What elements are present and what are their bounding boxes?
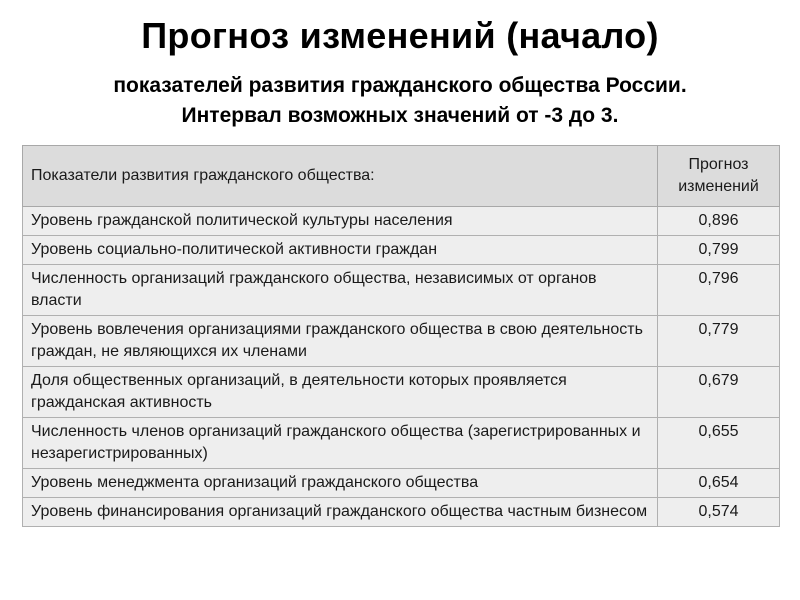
header-forecast-value bbox=[658, 146, 780, 207]
row-forecast-value: 0,655 bbox=[658, 418, 780, 469]
table-row bbox=[23, 207, 780, 236]
table-row bbox=[23, 469, 780, 498]
table-row bbox=[23, 367, 780, 418]
row-forecast-value: 0,799 bbox=[658, 236, 780, 265]
header-forecast-line1: Прогноз bbox=[688, 156, 749, 173]
row-forecast-value: 0,896 bbox=[658, 207, 780, 236]
header-indicator-name: Показатели развития гражданского общества: bbox=[23, 146, 658, 207]
row-indicator-name: Доля общественных организаций, в деятельности которых проявляется гражданская активность bbox=[23, 367, 658, 418]
row-indicator-name: Уровень менеджмента организаций гражданского общества bbox=[23, 469, 658, 498]
forecast-table bbox=[22, 145, 780, 527]
table-header-row bbox=[23, 146, 780, 207]
table-row bbox=[23, 316, 780, 367]
row-forecast-value: 0,679 bbox=[658, 367, 780, 418]
slide-subtitle-line1: показателей развития гражданского общества России. bbox=[113, 74, 687, 97]
row-forecast-value: 0,654 bbox=[658, 469, 780, 498]
table-row bbox=[23, 236, 780, 265]
row-indicator-name: Уровень социально-политической активности граждан bbox=[23, 236, 658, 265]
table-row bbox=[23, 498, 780, 527]
row-indicator-name: Уровень вовлечения организациями гражданского общества в свою деятельность граждан, не являющихся их членами bbox=[23, 316, 658, 367]
row-forecast-value: 0,779 bbox=[658, 316, 780, 367]
row-indicator-name: Уровень гражданской политической культуры населения bbox=[23, 207, 658, 236]
row-indicator-name: Уровень финансирования организаций гражданского общества частным бизнесом bbox=[23, 498, 658, 527]
row-indicator-name: Численность организаций гражданского общества, независимых от органов власти bbox=[23, 265, 658, 316]
row-forecast-value: 0,574 bbox=[658, 498, 780, 527]
table-row bbox=[23, 418, 780, 469]
row-indicator-name: Численность членов организаций гражданского общества (зарегистрированных и незарегистрированных) bbox=[23, 418, 658, 469]
table-row bbox=[23, 265, 780, 316]
header-forecast-line2: изменений bbox=[678, 178, 759, 195]
row-forecast-value: 0,796 bbox=[658, 265, 780, 316]
slide-title: Прогноз изменений (начало) bbox=[141, 15, 659, 56]
slide-subtitle-line2: Интервал возможных значений от -3 до 3. bbox=[181, 104, 619, 127]
forecast-table-container bbox=[22, 145, 780, 527]
